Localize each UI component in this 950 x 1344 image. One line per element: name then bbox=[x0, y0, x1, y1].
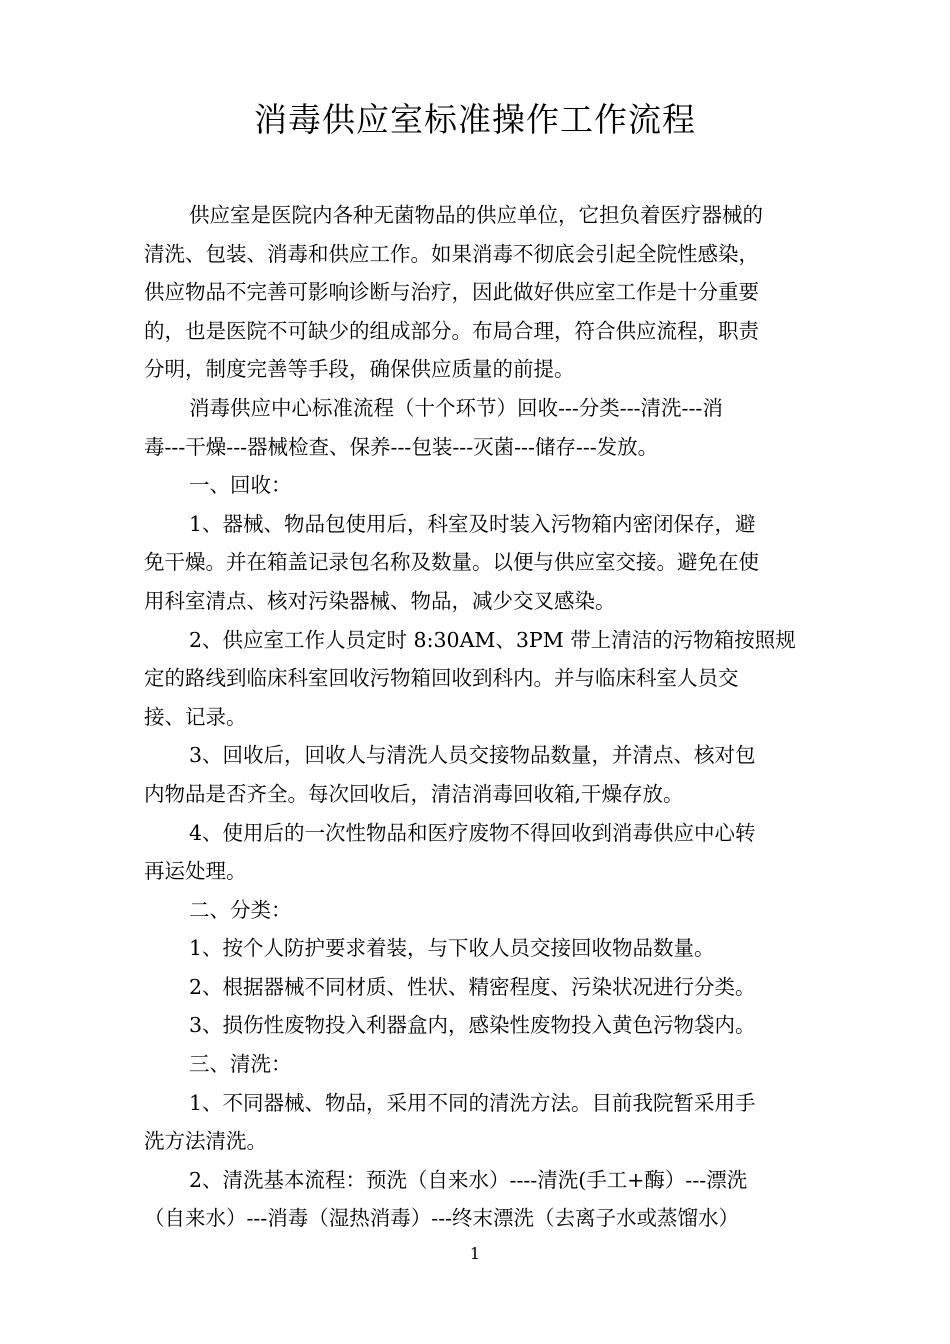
body-text-line: 分明，制度完善等手段，确保供应质量的前提。 bbox=[144, 357, 575, 382]
body-text-line: 定的路线到临床科室回收污物箱回收到科内。并与临床科室人员交 bbox=[144, 666, 739, 691]
page-number: 1 bbox=[469, 1244, 481, 1263]
body-text-line: 供应物品不完善可影响诊断与治疗，因此做好供应室工作是十分重要 bbox=[144, 280, 759, 305]
body-text-line: 三、清洗： bbox=[189, 1052, 292, 1077]
body-text-line: 4、使用后的一次性物品和医疗废物不得回收到消毒供应中心转 bbox=[189, 820, 756, 845]
body-text-line: 毒---干燥---器械检查、保养---包装---灭菌---储存---发放。 bbox=[144, 434, 659, 459]
body-text-line: 2、清洗基本流程：预洗（自来水）----清洗(手工+酶）---漂洗 bbox=[189, 1167, 748, 1192]
body-text-line: 再运处理。 bbox=[144, 859, 247, 884]
body-text-line: 供应室是医院内各种无菌物品的供应单位，它担负着医疗器械的 bbox=[189, 203, 763, 227]
body-text-line: 二、分类： bbox=[189, 897, 292, 922]
document-title: 消毒供应室标准操作工作流程 bbox=[254, 100, 696, 139]
body-text-line: 消毒供应中心标准流程（十个环节）回收---分类---清洗---消 bbox=[189, 395, 723, 420]
body-text-line: 用科室清点、核对污染器械、物品，减少交叉感染。 bbox=[144, 588, 616, 613]
body-text-line: 1、器械、物品包使用后，科室及时装入污物箱内密闭保存，避 bbox=[189, 511, 756, 536]
body-text-line: 的，也是医院不可缺少的组成部分。布局合理，符合供应流程，职责 bbox=[144, 318, 759, 343]
body-text-line: 洗方法清洗。 bbox=[144, 1129, 267, 1154]
body-text-line: 接、记录。 bbox=[144, 704, 247, 729]
body-text-line: 一、回收： bbox=[189, 473, 292, 498]
body-text-line: 1、按个人防护要求着装，与下收人员交接回收物品数量。 bbox=[189, 936, 715, 961]
body-text-line: 清洗、包装、消毒和供应工作。如果消毒不彻底会引起全院性感染， bbox=[144, 241, 759, 266]
document-body bbox=[144, 196, 808, 1238]
body-text-line: （自来水）---消毒（湿热消毒）---终末漂洗（去离子水或蒸馏水） bbox=[144, 1206, 740, 1231]
body-text-line: 3、损伤性废物投入利器盒内，感染性废物投入黄色污物袋内。 bbox=[189, 1013, 756, 1038]
body-text-line: 免干燥。并在箱盖记录包名称及数量。以便与供应室交接。避免在使 bbox=[144, 550, 759, 575]
body-text-line: 2、根据器械不同材质、性状、精密程度、污染状况进行分类。 bbox=[189, 974, 756, 999]
body-text-line: 2、供应室工作人员定时 8:30AM、3PM 带上清洁的污物箱按照规 bbox=[189, 627, 796, 652]
body-text-line: 1、不同器械、物品，采用不同的清洗方法。目前我院暂采用手 bbox=[189, 1090, 756, 1115]
body-text-line: 内物品是否齐全。每次回收后，清洁消毒回收箱,干燥存放。 bbox=[144, 781, 684, 806]
body-text-line: 3、回收后，回收人与清洗人员交接物品数量，并清点、核对包 bbox=[189, 743, 756, 768]
